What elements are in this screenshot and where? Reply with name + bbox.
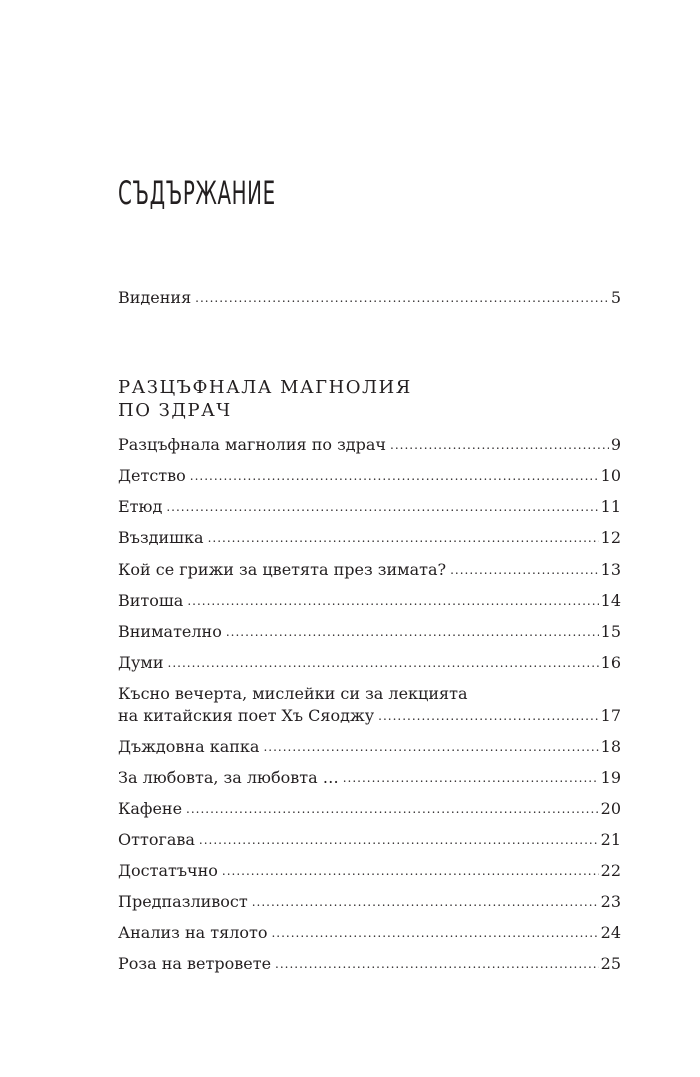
toc-entry-page: 5 xyxy=(610,288,621,307)
dot-leader xyxy=(226,622,599,642)
dot-leader xyxy=(168,653,599,673)
toc-entry-intro[interactable] xyxy=(118,288,621,309)
toc-entry-label: Кафене xyxy=(118,799,183,818)
toc-entry-label: Достатъчно xyxy=(118,861,218,880)
section-heading-line1: РАЗЦЪФНАЛА МАГНОЛИЯ xyxy=(118,377,412,398)
toc-entry-page: 16 xyxy=(600,653,621,672)
dot-leader xyxy=(199,830,599,850)
dot-leader xyxy=(195,288,609,308)
toc-entry-label: Видения xyxy=(118,288,192,307)
dot-leader xyxy=(222,861,599,881)
dot-leader xyxy=(378,706,599,726)
toc-entry-label: Предпазливост xyxy=(118,892,248,911)
toc-entry[interactable] xyxy=(118,768,621,789)
toc-entry-page: 23 xyxy=(600,892,621,911)
toc-entry-page: 20 xyxy=(600,799,621,818)
toc-entry[interactable] xyxy=(118,528,621,549)
toc-entry[interactable] xyxy=(118,706,621,727)
toc-entry-page: 15 xyxy=(600,622,621,641)
toc-entry[interactable] xyxy=(118,622,621,643)
dot-leader xyxy=(271,923,598,943)
toc-entry[interactable] xyxy=(118,737,621,758)
dot-leader xyxy=(343,768,599,788)
dot-leader xyxy=(275,954,599,974)
toc-entry-label-first-line: Късно вечерта, мислейки си за лекцията xyxy=(118,684,468,703)
toc-entry-label: Витоша xyxy=(118,591,184,610)
toc-entry[interactable] xyxy=(118,435,621,456)
toc-entry-label: на китайския поет Хъ Сяоджу xyxy=(118,706,375,725)
toc-entry-page: 22 xyxy=(600,861,621,880)
toc-entry[interactable] xyxy=(118,892,621,913)
dot-leader xyxy=(252,892,599,912)
toc-entry[interactable] xyxy=(118,653,621,674)
toc-entry-page: 17 xyxy=(600,706,621,725)
dot-leader xyxy=(263,737,598,757)
dot-leader xyxy=(187,591,598,611)
toc-entry[interactable] xyxy=(118,799,621,820)
toc-entry-page: 13 xyxy=(600,560,621,579)
toc-entry-page: 18 xyxy=(600,737,621,756)
toc-entry-page: 24 xyxy=(600,923,621,942)
toc-entry[interactable] xyxy=(118,923,621,944)
toc-entry-page: 10 xyxy=(600,466,621,485)
toc-entry-label: Етюд xyxy=(118,497,163,516)
dot-leader xyxy=(208,528,599,548)
toc-entry[interactable] xyxy=(118,861,621,882)
dot-leader xyxy=(390,435,609,455)
toc-entry-page: 11 xyxy=(600,497,621,516)
dot-leader xyxy=(166,497,598,517)
page-title: СЪДЪРЖАНИЕ xyxy=(118,174,276,212)
toc-entry-label: Дъждовна капка xyxy=(118,737,260,756)
toc-entry[interactable] xyxy=(118,466,621,487)
toc-entry-page: 14 xyxy=(600,591,621,610)
toc-entry[interactable] xyxy=(118,591,621,612)
toc-entry-label: За любовта, за любовта … xyxy=(118,768,339,787)
toc-entry-label: Кой се грижи за цветята през зимата? xyxy=(118,560,447,579)
toc-entry-page: 25 xyxy=(600,954,621,973)
toc-entry-label: Внимателно xyxy=(118,622,222,641)
toc-entry-label: Оттогава xyxy=(118,830,195,849)
toc-entry[interactable] xyxy=(118,830,621,851)
section-heading xyxy=(118,376,412,422)
toc-entry[interactable] xyxy=(118,560,621,581)
toc-entry[interactable] xyxy=(118,497,621,518)
toc-entry-page: 12 xyxy=(600,528,621,547)
toc-entry-label: Роза на ветровете xyxy=(118,954,272,973)
toc-entry-label: Анализ на тялото xyxy=(118,923,268,942)
toc-entry-page: 9 xyxy=(610,435,621,454)
dot-leader xyxy=(450,560,599,580)
toc-entry[interactable] xyxy=(118,954,621,975)
dot-leader xyxy=(190,466,599,486)
toc-entry-label: Въздишка xyxy=(118,528,204,547)
toc-entry-page: 19 xyxy=(600,768,621,787)
section-heading-line2: ПО ЗДРАЧ xyxy=(118,400,232,421)
toc-entry-label: Детство xyxy=(118,466,186,485)
toc-entry-label: Думи xyxy=(118,653,164,672)
toc-entry-page: 21 xyxy=(600,830,621,849)
dot-leader xyxy=(186,799,599,819)
toc-entry-label: Разцъфнала магнолия по здрач xyxy=(118,435,387,454)
